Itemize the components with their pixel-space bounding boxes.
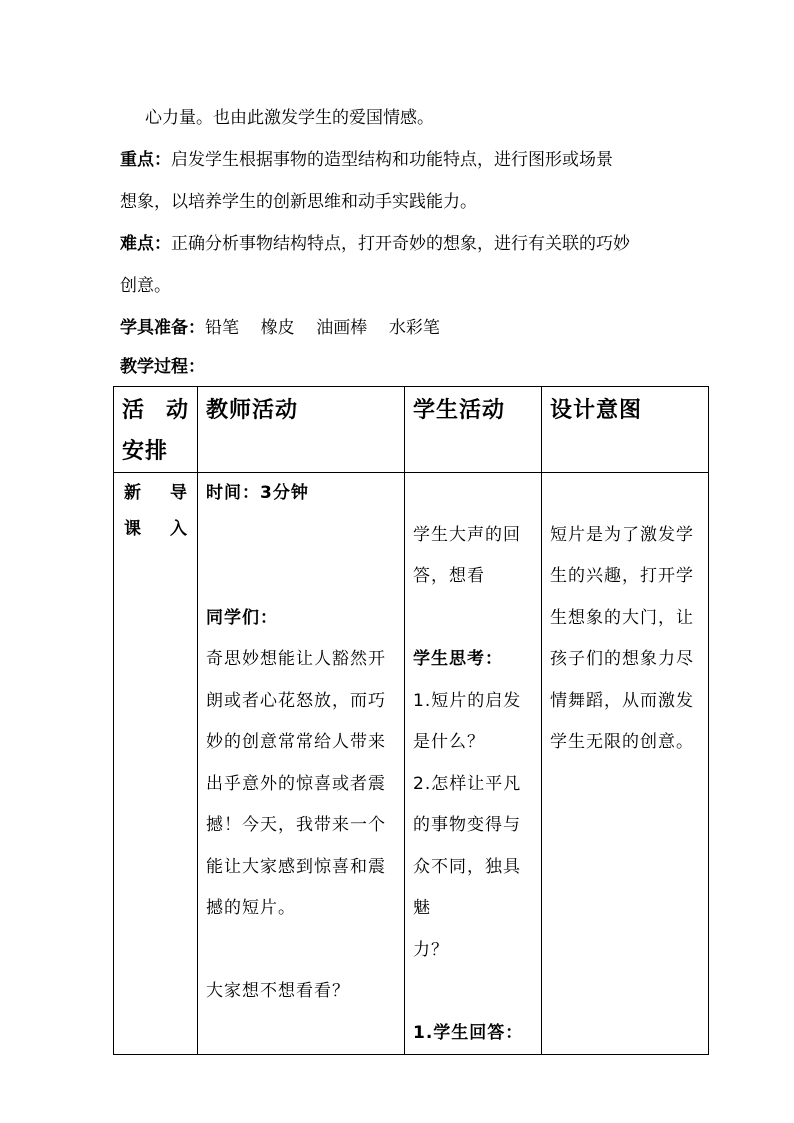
difficulty-label: 难点：	[120, 234, 171, 254]
teacher-line: 撼的短片。	[206, 898, 296, 918]
table-header-row	[114, 387, 709, 473]
teacher-line	[206, 515, 396, 557]
cell-student-activity	[405, 473, 542, 1055]
key-points-label: 重点：	[120, 150, 171, 170]
student-line: 1.学生回答：	[413, 1022, 524, 1043]
difficulty-line-2: 创意。	[120, 276, 171, 296]
difficulty-line-1	[120, 233, 630, 255]
tools-text: 铅笔 橡皮 油画棒 水彩笔	[205, 318, 440, 338]
tools-label: 学具准备：	[120, 318, 205, 338]
student-line	[413, 598, 533, 640]
intent-line	[550, 473, 700, 515]
cell-design-intent	[542, 473, 709, 1055]
intent-line: 生想象的大门，让	[550, 607, 694, 628]
intent-line: 孩子们的想象力尽	[550, 649, 694, 669]
teacher-line: 能让大家感到惊喜和震	[206, 856, 386, 877]
intro-line-1: 心力量。也由此激发学生的爱国情感。	[145, 108, 434, 128]
process-label: 教学过程：	[120, 357, 205, 377]
header-student-activity: 学生活动	[405, 387, 542, 473]
student-line: 学生思考：	[413, 649, 503, 669]
intent-line: 情舞蹈，从而激发	[550, 690, 694, 711]
key-points-line-1	[120, 149, 613, 171]
table-row	[114, 473, 709, 1055]
lesson-table	[113, 386, 709, 1055]
teacher-line	[206, 556, 396, 598]
arrangement-char-1: 新	[124, 483, 141, 503]
cell-teacher-activity	[198, 473, 405, 1055]
student-line: 2.怎样让平凡	[413, 773, 522, 794]
student-line	[413, 473, 533, 515]
cell-arrangement	[114, 473, 198, 1055]
student-line: 1.短片的启发	[413, 690, 522, 711]
intent-line: 学生无限的创意。	[550, 732, 694, 752]
student-line: 答，想看	[413, 566, 485, 586]
student-line: 众不同，独具魅	[413, 856, 521, 918]
student-line: 是什么？	[413, 732, 485, 752]
header-activity-line-2: 安排	[122, 439, 169, 464]
teacher-line: 大家想不想看看？	[206, 981, 350, 1001]
teacher-line: 出乎意外的惊喜或者震	[206, 773, 386, 794]
header-design-intent: 设计意图	[542, 387, 709, 473]
teacher-line: 同学们：	[206, 607, 278, 628]
teacher-line	[206, 930, 396, 972]
key-points-line-2: 想象，以培养学生的创新思维和动手实践能力。	[120, 192, 477, 212]
student-line: 力？	[413, 939, 449, 960]
student-line	[413, 971, 533, 1013]
key-points-text: 启发学生根据事物的造型结构和功能特点，进行图形或场景	[171, 150, 613, 170]
teacher-line: 妙的创意常常给人带来	[206, 732, 386, 752]
difficulty-text: 正确分析事物结构特点，打开奇妙的想象，进行有关联的巧妙	[171, 234, 630, 254]
arrangement-char-4: 入	[170, 519, 187, 539]
tools-line	[120, 317, 440, 339]
teacher-line: 撼！今天，我带来一个	[206, 815, 386, 835]
student-line: 学生大声的回	[413, 524, 521, 545]
header-activity-char-2: 动	[165, 398, 189, 423]
intent-line: 短片是为了激发学	[550, 524, 694, 545]
teacher-line: 朗或者心花怒放，而巧	[206, 690, 386, 711]
header-activity-char-1: 活	[122, 398, 146, 423]
teacher-line: 时间：3分钟	[206, 483, 309, 503]
arrangement-char-2: 导	[170, 483, 187, 503]
student-line: 的事物变得与	[413, 815, 521, 835]
teacher-line: 奇思妙想能让人豁然开	[206, 649, 386, 669]
header-teacher-activity: 教师活动	[198, 387, 405, 473]
arrangement-char-3: 课	[124, 519, 141, 539]
intent-line: 生的兴趣，打开学	[550, 566, 694, 586]
header-activity-arrangement	[114, 387, 198, 473]
